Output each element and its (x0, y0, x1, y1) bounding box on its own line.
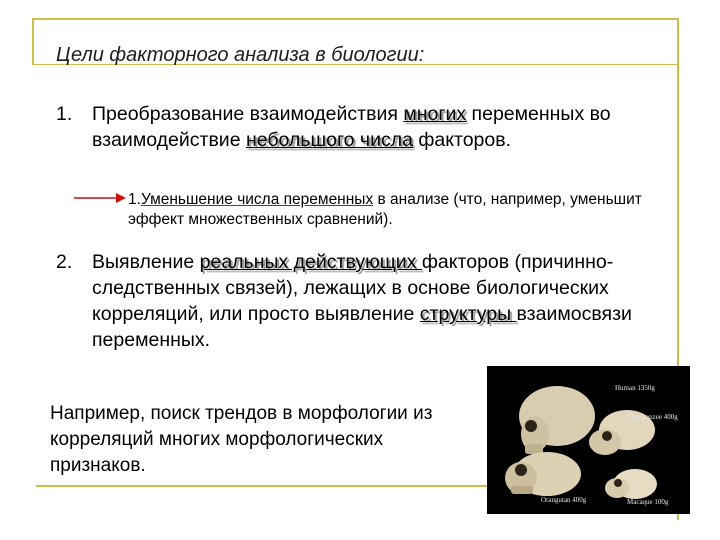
text-run: переменных во взаимодействие (92, 103, 611, 151)
sub-item (128, 190, 688, 230)
frame-bottom-line (36, 485, 502, 487)
item-text (92, 249, 692, 353)
emphasis-text: реальных действующих (199, 251, 422, 273)
text-run: взаимосвязи переменных. (92, 303, 632, 351)
item-text (92, 101, 692, 153)
arrow-right-icon (74, 189, 126, 207)
emphasis-text: небольшого числа (245, 129, 413, 151)
label-macaque: Macaque 100g (627, 498, 669, 506)
label-human: Human 1350g (615, 384, 655, 392)
item-number: 2. (56, 251, 73, 273)
text-run: факторов (причинно-следственных связей), лежащих в основе биологических корреляций, или просто выявление (92, 251, 614, 325)
skulls-illustration (487, 366, 690, 514)
label-chimpanzee: Chimpanzee 400g (627, 413, 678, 421)
frame-top-line (32, 18, 678, 20)
emphasis-text: структуры (419, 303, 517, 325)
label-orangutan: Orangutan 400g (541, 496, 587, 504)
slide-title: Цели факторного анализа в биологии: (56, 44, 425, 66)
underlined-text: Уменьшение числа переменных (140, 191, 374, 208)
skulls-photo (487, 366, 690, 514)
sub-item-number: 1. (128, 191, 141, 208)
text-run: Преобразование взаимодействия (92, 103, 404, 125)
frame-left-line (32, 18, 34, 64)
emphasis-text: многих (403, 103, 467, 125)
item-number: 1. (56, 103, 73, 125)
text-run: факторов. (412, 129, 512, 151)
text-run: Выявление (92, 251, 200, 273)
example-note: Например, поиск трендов в морфологии из корреляций многих морфологических признаков. (50, 403, 433, 476)
text-run: в анализе (что, например, уменьшит эффект множественных сравнений). (128, 191, 642, 228)
